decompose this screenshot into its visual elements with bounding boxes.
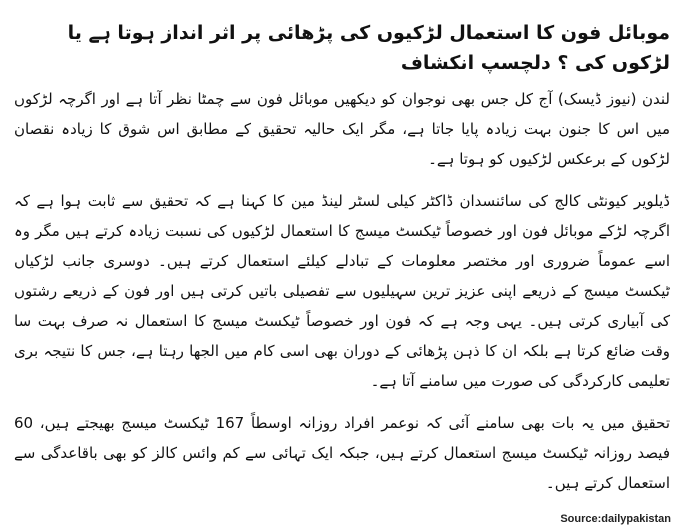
article xyxy=(14,10,670,510)
article-paragraph-findings: تحقیق میں یہ بات بھی سامنے آئی کہ نوعمر افراد روزانہ اوسطاً 167 ٹیکسٹ میسج بھیجتے ہیں، 60 فیصد روزانہ ٹیکسٹ میسج استعمال کرتے ہیں، جبکہ ایک تہائی سے کم وائس کالز کو بھی باقاعدگی سے استعمال کرتے ہیں۔ xyxy=(14,414,670,492)
article-headline: موبائل فون کا استعمال لڑکیوں کی پڑھائی پر اثر انداز ہوتا ہے یا لڑکوں کی ؟ دلچسپ انکشاف xyxy=(67,22,670,74)
article-paragraph-intro: لندن (نیوز ڈیسک) آج کل جس بھی نوجوان کو دیکھیں موبائل فون سے چمٹا نظر آتا ہے اور اگرچہ لڑکوں میں اس کا جنون بہت زیادہ پایا جاتا ہے، مگر ایک حالیہ تحقیق کے مطابق اس شوق کا زیادہ نقصان لڑکوں کے برعکس لڑکیوں کو ہوتا ہے۔ xyxy=(14,90,670,168)
article-paragraph-research: ڈیلویر کیونٹی کالج کی سائنسدان ڈاکٹر کیلی لسٹر لینڈ مین کا کہنا ہے کہ تحقیق سے ثابت ہوا ہے کہ اگرچہ لڑکے موبائل فون اور خصوصاً ٹیکسٹ میسج کا استعمال لڑکیوں کی نسبت زیادہ کرتے ہیں مگر وہ اسے عموماً ضروری اور مختصر معلومات کے تبادلے کیلئے استعمال کرتے ہیں۔ دوسری جانب لڑکیاں ٹیکسٹ میسج کے ذریعے اپنی عزیز ترین سہیلیوں سے تفصیلی باتیں کرتی ہیں اور فون کے ذریعے رشتوں کی آبیاری کرتی ہیں۔ یہی وجہ ہے کہ فون اور خصوصاً ٹیکسٹ میسج کا استعمال نہ صرف بہت سا وقت ضائع کرتا ہے بلکہ ان کا ذہن پڑھائی کے دوران بھی اسی کام میں الجھا رہتا ہے، جس کا نتیجہ بری تعلیمی کارکردگی کی صورت میں سامنے آتا ہے۔ xyxy=(14,192,670,390)
source-credit: Source:dailypakistan xyxy=(560,513,671,525)
